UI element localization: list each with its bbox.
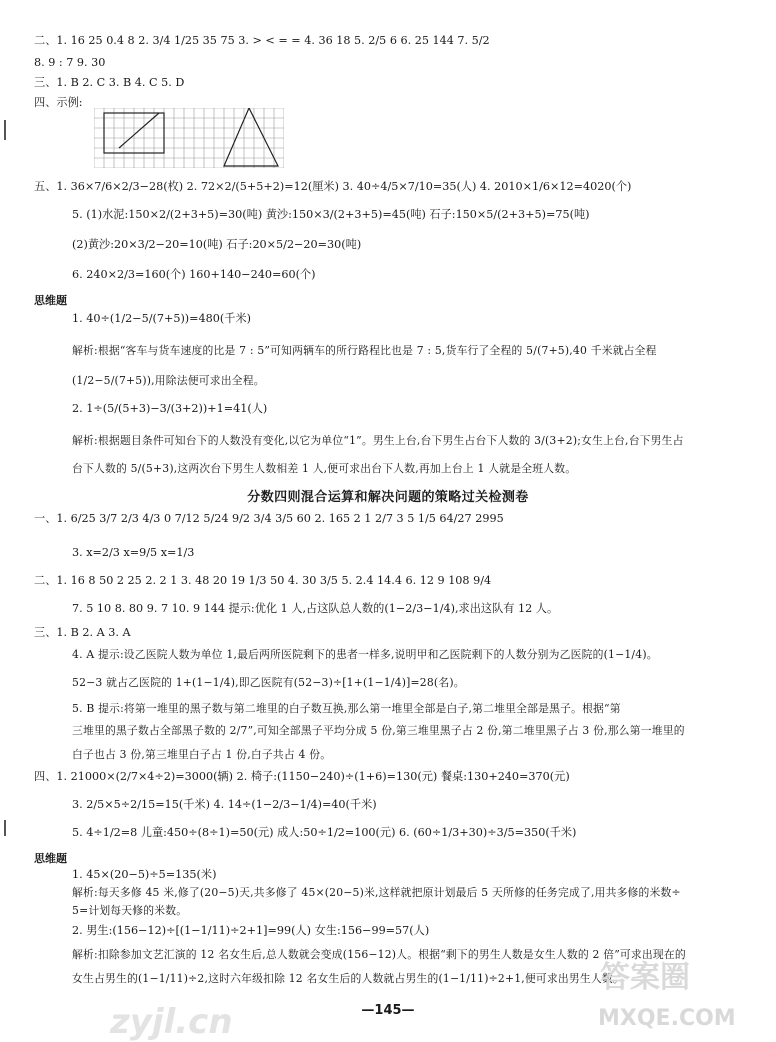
- explanation-line: 解析:每天多修 45 米,修了(20−5)天,共多修了 45×(20−5)米,这样就把原计划最后 5 天所修的任务完成了,用共多修的米数÷: [72, 886, 681, 899]
- answer-line: 5. 4÷1/2=8 儿童:450÷(8÷1)=50(元) 成人:50÷1/2=100(元) 6. (60÷1/3+30)÷3/5=350(千米): [72, 826, 577, 839]
- answer-line: 四、示例:: [34, 96, 83, 109]
- answer-line: 6. 240×2/3=160(个) 160+140−240=60(个): [72, 268, 316, 281]
- section-title: 分数四则混合运算和解决问题的策略过关检测卷: [247, 490, 529, 505]
- page-number: —145—: [361, 1003, 415, 1018]
- answer-line: 3. 2/5×5÷2/15=15(千米) 4. 14÷(1−2/3−1/4)=40(千米): [72, 798, 377, 811]
- answer-line: 7. 5 10 8. 80 9. 7 10. 9 144 提示:优化 1 人,占这队总人数的(1−2/3−1/4),求出这队有 12 人。: [72, 602, 559, 615]
- explanation-line: (1/2−5/(7+5)),用除法便可求出全程。: [72, 374, 265, 387]
- grid-example-figure: [94, 108, 284, 168]
- watermark-logo-text: 答案圈: [600, 960, 690, 995]
- answer-line: 1. 45×(20−5)÷5=135(米): [72, 868, 217, 881]
- scan-edge-mark: [4, 120, 6, 140]
- answer-line: 三、1. B 2. C 3. B 4. C 5. D: [34, 76, 185, 89]
- explanation-line: 白子也占 3 份,第三堆里白子占 1 份,白子共占 4 份。: [72, 748, 332, 761]
- answer-line: (2)黄沙:20×3/2−20=10(吨) 石子:20×5/2−20=30(吨): [72, 238, 362, 251]
- explanation-line: 解析:扣除参加文艺汇演的 12 名女生后,总人数就会变成(156−12)人。根据“剩下的男生人数是女生人数的 2 倍”可求出现在的: [72, 948, 686, 961]
- explanation-line: 解析:根据“客车与货车速度的比是 7 : 5”可知两辆车的所行路程比也是 7 : 5,货车行了全程的 5/(7+5),40 千米就占全程: [72, 344, 657, 357]
- answer-line: 二、1. 16 25 0.4 8 2. 3/4 1/25 35 75 3. > < = = 4. 36 18 5. 2/5 6 6. 25 144 7. 5/2: [34, 34, 490, 47]
- answer-line: 1. 40÷(1/2−5/(7+5))=480(千米): [72, 312, 252, 325]
- answer-line: 5. (1)水泥:150×2/(2+3+5)=30(吨) 黄沙:150×3/(2+3+5)=45(吨) 石子:150×5/(2+3+5)=75(吨): [72, 208, 590, 221]
- explanation-line: 三堆里的黑子数占全部黑子数的 2/7”,可知全部黑子平均分成 5 份,第三堆里黑子占 2 份,第二堆里黑子占 3 份,那么第一堆里的: [72, 724, 685, 737]
- answer-line: 3. x=2/3 x=9/5 x=1/3: [72, 546, 195, 559]
- explanation-line: 女生占男生的(1−1/11)÷2,这时六年级扣除 12 名女生后的人数就占男生的(1−1/11)÷2+1,便可求出男生人数。: [72, 972, 624, 985]
- answer-line: 2. 男生:(156−12)÷[(1−1/11)÷2+1]=99(人) 女生:156−99=57(人): [72, 924, 430, 937]
- answer-line: 一、1. 6/25 3/7 2/3 4/3 0 7/12 5/24 9/2 3/4 3/5 60 2. 165 2 1 2/7 3 5 1/5 64/27 2995: [34, 512, 504, 525]
- answer-line: 2. 1÷(5/(5+3)−3/(3+2))+1=41(人): [72, 402, 268, 415]
- answer-line: 8. 9 : 7 9. 30: [34, 56, 106, 69]
- explanation-line: 5=计划每天修的米数。: [72, 904, 188, 917]
- answer-line: 三、1. B 2. A 3. A: [34, 626, 131, 639]
- answer-line: 二、1. 16 8 50 2 25 2. 2 1 3. 48 20 19 1/3 50 4. 30 3/5 5. 2.4 14.4 6. 12 9 108 9/4: [34, 574, 492, 587]
- answer-line: 四、1. 21000×(2/7×4÷2)=3000(辆) 2. 椅子:(1150−240)÷(1+6)=130(元) 餐桌:130+240=370(元): [34, 770, 570, 783]
- watermark-left: zyjl.cn: [110, 1002, 233, 1042]
- explanation-line: 52−3 就占乙医院的 1+(1−1/4),即乙医院有(52−3)÷[1+(1−1/4)]=28(名)。: [72, 676, 465, 689]
- watermark-site: MXQE.COM: [598, 1006, 736, 1031]
- explanation-line: 5. B 提示:将第一堆里的黑子数与第二堆里的白子数互换,那么第一堆里全部是白子,第二堆里全部是黑子。根据“第: [72, 702, 621, 715]
- answer-line: 五、1. 36×7/6×2/3−28(枚) 2. 72×2/(5+5+2)=12(厘米) 3. 40÷4/5×7/10=35(人) 4. 2010×1/6×12=4020(个): [34, 180, 632, 193]
- thinking-label: 思维题: [34, 294, 67, 307]
- explanation-line: 台下人数的 5/(5+3),这两次台下男生人数相差 1 人,便可求出台下人数,再加上台上 1 人就是全班人数。: [72, 462, 577, 475]
- thinking-label: 思维题: [34, 852, 67, 865]
- explanation-line: 4. A 提示:设乙医院人数为单位 1,最后两所医院剩下的患者一样多,说明甲和乙医院剩下的人数分别为乙医院的(1−1/4)。: [72, 648, 658, 661]
- explanation-line: 解析:根据题目条件可知台下的人数没有变化,以它为单位“1”。男生上台,台下男生占台下人数的 3/(3+2);女生上台,台下男生占: [72, 434, 684, 447]
- scan-edge-mark: [4, 820, 6, 836]
